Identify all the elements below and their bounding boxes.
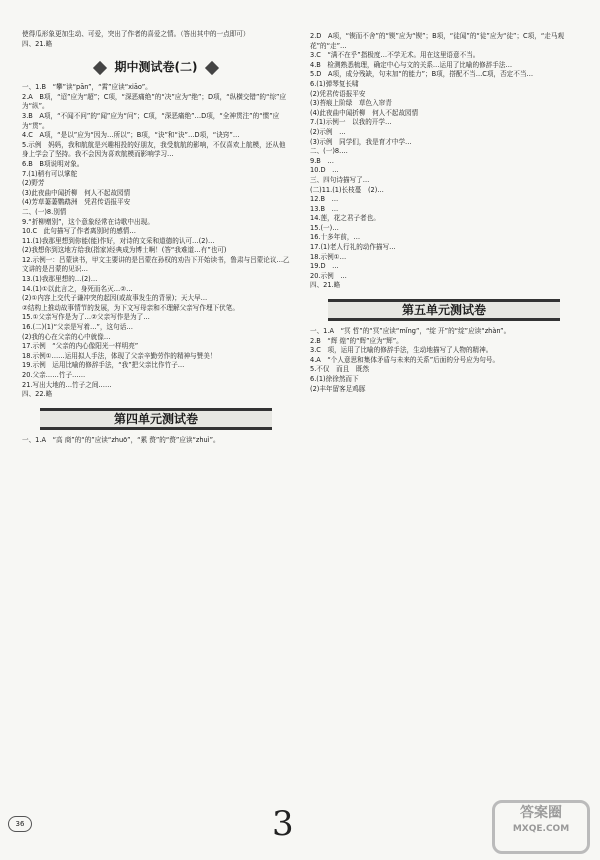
text-line: 7.(1)稍有可以掌舵	[22, 169, 78, 178]
page-number: 36	[8, 816, 32, 832]
diamond-icon	[92, 61, 106, 75]
text-line: 2.D A项，“锲而不舍”的“锲”应为“锲”；B项，“徒闻”的“徒”应为“徒”；C项，“走马观花”的“走”…	[310, 32, 565, 50]
section-title-midterm: 期中测试卷(二)	[22, 57, 290, 77]
text-line: 19.示例 运用比喻的修辞手法，“我”把父亲比作竹子…	[22, 361, 185, 370]
text-line: 10.D …	[310, 166, 339, 175]
text-line: 5.D A项，成分残缺，句末加“的能力”；B项，搭配不当…C项，否定不当…	[310, 70, 534, 79]
text-line: 12.B …	[310, 195, 339, 204]
text-line: 9.B …	[310, 156, 335, 165]
text-line: 20.示例 …	[310, 271, 347, 280]
text-line: 14.莲，花之君子者也。	[310, 214, 380, 223]
text-line: (3)苔痕上阶绿 草色入帘青	[310, 99, 392, 108]
watermark-logo: 答案圈 MXQE.COM	[492, 800, 590, 854]
text-line: 5.不仅 而且 既然	[310, 365, 370, 374]
section-title-unit5: 第五单元测试卷	[328, 299, 560, 321]
text-line: 四、21.略	[310, 281, 341, 290]
text-line: 15.①父亲写作是为了…②父亲写作是为了…	[22, 313, 150, 322]
text-line: 12.示例一：吕蒙读书，甲文主要讲的是吕蒙在孙权的劝告下开始读书，鲁肃与吕蒙论议…乙文讲的是吕蒙的见识…	[22, 255, 290, 274]
text-line: 16.十多年前，…	[310, 233, 361, 242]
text-line: 6.(1)徐徐然而下	[310, 375, 359, 383]
text-line: 19.D …	[310, 262, 339, 271]
text-line: (2)野芳	[22, 179, 45, 188]
text-line: 4.A “个人意思和集体矛盾与未来的关系”后面的分号应为句号。	[310, 355, 500, 364]
text-line: 10.C 此句描写了作者离别时的感情…	[22, 227, 136, 236]
text-line: ②结构上推动故事情节的发展，为下文写母亲和不理解父亲写作埋下伏笔。	[22, 303, 239, 312]
text-line: (3)此夜曲中闻折柳 何人不起故园情	[22, 188, 131, 197]
text-line: 20.父亲……竹子……	[22, 371, 86, 379]
text-line: 一、1.A “高 商”的“的”应读“zhuō”，“累 赘”的“赘”应读“zhuì”。	[22, 435, 220, 444]
text-line: (4)此夜曲中闻折柳 何人不起故园情	[310, 108, 419, 117]
text-line: (4)芳草萋萋鹦鹉洲 凭君传语报平安	[22, 198, 131, 207]
text-line: 一、1.A “冥 哲”的“冥”应读“mǐng”，“绽 开”的“绽”应读“zhàn”。	[310, 327, 511, 336]
text-line: 15.(一)…	[310, 223, 339, 232]
text-line: 二、(一)8.…	[310, 147, 348, 156]
diamond-icon	[205, 61, 219, 75]
text-line: 三、四句诗描写了…	[310, 175, 370, 184]
text-line: 16.(二)(1)“父亲是写着…”，这句话…	[22, 323, 133, 332]
text-line: 四、21.略	[22, 39, 53, 48]
text-line: 一、1.B “攀”读“pān”，“霄”应读“xiāo”。	[22, 83, 152, 92]
text-line: (2)丰年留客足鸡豚	[310, 384, 366, 393]
text-line: 4.B 检测熟悉梳理，确定中心与文的关系…运用了比喻的修辞手法…	[310, 60, 513, 69]
text-line: (2)①内容上交代子谦冲突的起因(或故事发生的背景)；天大早…	[22, 294, 208, 303]
answer-page	[22, 30, 578, 830]
text-line: 2.B “辉 煌”的“辉”应为“辉”。	[310, 336, 403, 345]
left-column	[22, 30, 290, 445]
text-line: 18.示例①…	[310, 252, 347, 261]
text-line: (2)示例 …	[310, 127, 346, 136]
text-line: 9.“折柳赠别”，这个意象经常在诗歌中出现。	[22, 217, 154, 226]
text-line: 13.(1)我那里想的…(2)…	[22, 275, 98, 284]
text-line: (2)我的心在父亲的心中就像…	[22, 332, 111, 341]
text-line: 二、(一)8.别情	[22, 207, 67, 216]
text-line: 7.(1)示例一 以我的开学…	[310, 118, 392, 127]
text-line: 四、22.略	[22, 390, 53, 399]
text-line: (3)示例 同学们，我是育才中学…	[310, 137, 412, 146]
text-line: 3.C “满不在乎”指极度…不学无术。用在这里语意不当。	[310, 51, 480, 60]
text-line: 18.示例①……运用拟人手法，体现了父亲辛勤劳作的精神与赞美！	[22, 351, 217, 360]
text-line: 3.B A项，“不闻不问”的“闻”应为“问”；C项，“深恶痛绝”…D项，“全神贯注”的“惯”应为“贯”。	[22, 111, 280, 130]
text-line: 17.示例 “父亲的内心像阳光一样明亮”	[22, 342, 139, 351]
text-line: (二)11.(1)长枝蔓 (2)…	[310, 185, 384, 194]
text-line: 使得瓜形象更加生动、可爱，突出了作者的喜爱之情。（答出其中的一点即可）	[22, 30, 250, 38]
text-line: 4.C A项，“是以”应为“因为…所以”；B项，“诀”和“诀”…D项，“诀窍”…	[22, 131, 240, 140]
text-line: 13.B …	[310, 204, 339, 213]
text-line: 2.A B项，“迢”应为“超”；C项，“深恶痛绝”的“决”应为“绝”；D项，“纵横交错”的“综”应为“纵”。	[22, 92, 287, 111]
text-line: (2)我想你到这地方给我(指家)经典成为博士啊！(答“我难道…有”也可)	[22, 246, 227, 255]
text-line: 14.(1)①以此言之，身死而名灭…②…	[22, 284, 133, 293]
text-line: 21.写出大地的…竹子之间……	[22, 380, 112, 389]
right-column	[310, 32, 578, 394]
text-line: 11.(1)我那里想到你能(能)作好，对诗的文采和道德的认可…(2)…	[22, 236, 215, 245]
text-line: (2)凭君传语报平安	[310, 89, 366, 98]
text-line: 3.C 项，运用了比喻的修辞手法，生动地描写了人物的精神。	[310, 346, 493, 355]
text-line: 5.示例 妈妈，我和航航是兴趣相投的好朋友，我受航航的影响，不仅喜欢上航模，还从他身上学会了坚持。我不会因为喜欢航模而影响学习…	[22, 140, 286, 159]
handwritten-mark: 3	[272, 804, 294, 844]
text-line: 6.B B项说明对象。	[22, 159, 84, 168]
section-title-unit4: 第四单元测试卷	[40, 408, 272, 430]
text-line: 6.(1)弹琴复长啸	[310, 79, 359, 88]
text-line: 17.(1)老人行礼的动作描写…	[310, 243, 396, 252]
